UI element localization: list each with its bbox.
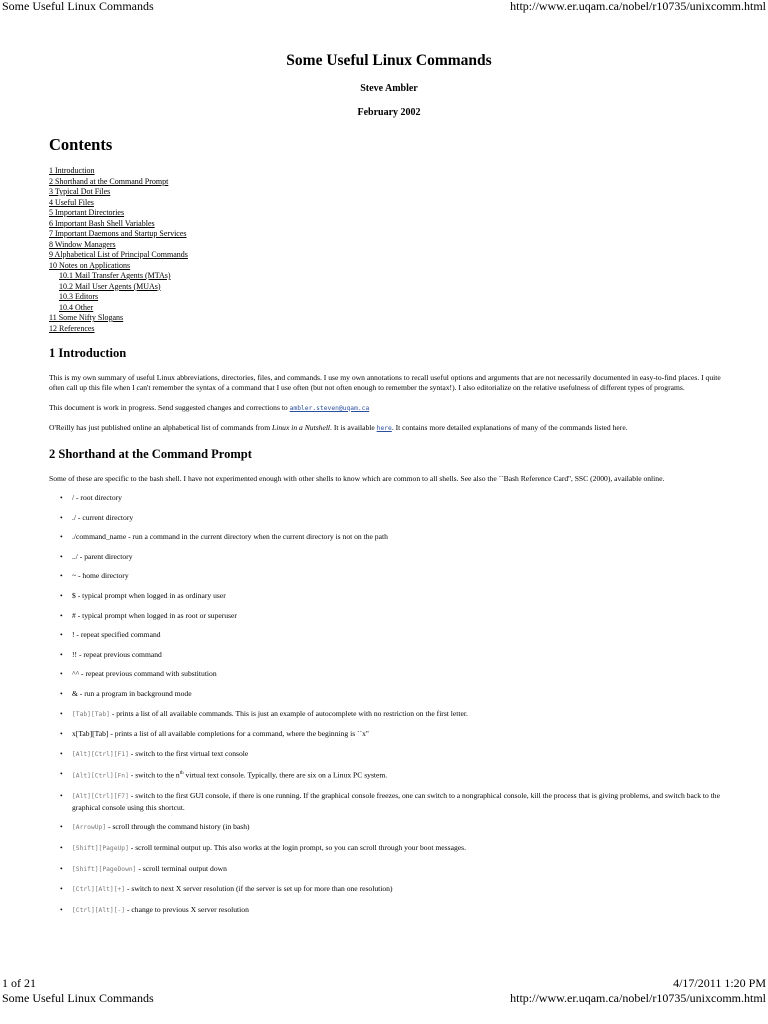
item-text: - switch to the n bbox=[128, 770, 180, 780]
key-combo: [Alt][Ctrl][F1] bbox=[72, 750, 129, 758]
toc-link[interactable]: 2 Shorthand at the Command Prompt bbox=[49, 176, 169, 186]
list-item bbox=[67, 769, 729, 782]
email-link[interactable]: ambler.steven@uqam.ca bbox=[289, 404, 370, 412]
item-text: - switch to the first GUI console, if there is one running. If the graphical console freezes, one can switch to a nongraphical console, kill the process that is giving problems, and switch back to the graphical console using this shortcut. bbox=[72, 791, 720, 812]
item-text: - scroll terminal output down bbox=[136, 863, 227, 873]
list-item bbox=[67, 630, 729, 640]
item-text: x[Tab][Tab] - prints a list of all available completions for a command, where the beginning is ``x'' bbox=[72, 729, 369, 739]
toc-link[interactable]: 12 References bbox=[49, 323, 95, 333]
header-title: Some Useful Linux Commands bbox=[2, 0, 154, 13]
list-item bbox=[67, 532, 729, 542]
key-combo: [Tab][Tab] bbox=[72, 710, 110, 718]
footer-url: http://www.er.uqam.ca/nobel/r10735/unixcomm.html bbox=[510, 991, 766, 1005]
list-item bbox=[67, 689, 729, 699]
toc-link[interactable]: 1 Introduction bbox=[49, 166, 95, 175]
toc-link[interactable]: 8 Window Managers bbox=[49, 239, 116, 249]
item-text: $ - typical prompt when logged in as ordinary user bbox=[72, 591, 226, 600]
shorthand-intro: Some of these are specific to the bash shell. I have not experimented enough with other shells to know which are common to all shells. See also the ``Bash Reference Card'', SSC (2000), available online. bbox=[49, 473, 665, 483]
list-item bbox=[67, 552, 729, 562]
key-combo: [Shift][PageUp] bbox=[72, 845, 129, 853]
item-text: & - run a program in background mode bbox=[72, 688, 192, 698]
toc-link[interactable]: 7 Important Daemons and Startup Services bbox=[49, 229, 187, 238]
header-url: http://www.er.uqam.ca/nobel/r10735/unixcomm.html bbox=[510, 0, 766, 13]
toc-link[interactable]: 10.4 Other bbox=[59, 302, 94, 312]
list-item bbox=[67, 669, 729, 679]
item-text: - scroll through the command history (in bash) bbox=[106, 822, 250, 832]
list-item bbox=[67, 611, 729, 621]
document-title: Some Useful Linux Commands bbox=[286, 52, 492, 69]
item-text: ../ - parent directory bbox=[72, 551, 133, 561]
item-text-continued: virtual text console. Typically, there are six on a Linux PC system. bbox=[183, 770, 388, 780]
toc-link[interactable]: 6 Important Bash Shell Variables bbox=[49, 218, 155, 228]
list-item bbox=[67, 822, 729, 833]
item-text: !! - repeat previous command bbox=[72, 649, 162, 659]
list-item bbox=[67, 791, 729, 813]
document-author: Steve Ambler bbox=[360, 83, 418, 94]
section-heading-shorthand: 2 Shorthand at the Command Prompt bbox=[49, 446, 252, 461]
item-text: - switch to the first virtual text console bbox=[128, 748, 249, 758]
shorthand-list bbox=[49, 493, 729, 916]
section-heading-introduction: 1 Introduction bbox=[49, 346, 127, 360]
table-of-contents bbox=[49, 166, 729, 334]
item-text: ./ - current directory bbox=[72, 512, 134, 522]
contact-text: This document is work in progress. Send suggested changes and corrections to bbox=[49, 402, 290, 412]
item-text: # - typical prompt when logged in as root or superuser bbox=[72, 610, 237, 620]
key-combo: [Alt][Ctrl][Fn] bbox=[72, 772, 129, 780]
key-combo: [Alt][Ctrl][F7] bbox=[72, 793, 129, 801]
list-item bbox=[67, 650, 729, 660]
list-item bbox=[67, 493, 729, 503]
book-title: Linux in a Nutshell bbox=[272, 423, 331, 433]
toc-link[interactable]: 10 Notes on Applications bbox=[49, 260, 131, 270]
here-link[interactable]: here bbox=[376, 425, 392, 433]
document-page bbox=[49, 52, 729, 925]
toc-link[interactable]: 4 Useful Files bbox=[49, 197, 94, 207]
list-item bbox=[67, 843, 729, 854]
item-text: ^^ - repeat previous command with substitution bbox=[72, 669, 217, 679]
list-item bbox=[67, 591, 729, 601]
list-item bbox=[67, 884, 729, 895]
oreilly-text-end: . It contains more detailed explanations of many of the commands listed here. bbox=[391, 423, 628, 433]
intro-paragraph-contact bbox=[49, 403, 729, 414]
footer-title: Some Useful Linux Commands bbox=[2, 991, 154, 1005]
list-item bbox=[67, 905, 729, 916]
intro-paragraph-oreilly bbox=[49, 423, 729, 434]
item-text: / - root directory bbox=[72, 493, 122, 503]
intro-paragraph: This is my own summary of useful Linux abbreviations, directories, files, and commands. I use my own annotations to recall useful options and arguments that are not necessarily documented in easy-to-find places. I quite often call up this file when I can't remember the syntax of a command that I use often (but not often enough to remember the syntax!). I also editorialize on the relative usefulness of different types of programs. bbox=[49, 373, 721, 393]
toc-link[interactable]: 5 Important Directories bbox=[49, 208, 125, 217]
item-text: - prints a list of all available commands. This is just an example of autocomplete with no restriction on the first letter. bbox=[109, 708, 468, 718]
list-item bbox=[67, 729, 729, 739]
list-item bbox=[67, 571, 729, 581]
page-count: 1 of 21 bbox=[2, 976, 36, 990]
toc-link[interactable]: 10.2 Mail User Agents (MUAs) bbox=[59, 281, 161, 291]
toc-link[interactable]: 11 Some Nifty Slogans bbox=[49, 313, 124, 322]
superscript: th bbox=[179, 771, 184, 777]
key-combo: [Shift][PageDown] bbox=[72, 865, 137, 873]
list-item bbox=[67, 709, 729, 720]
key-combo: [ArrowUp] bbox=[72, 824, 107, 832]
item-text: ~ - home directory bbox=[72, 571, 129, 581]
oreilly-text-mid: . It is available bbox=[330, 423, 377, 433]
toc-link[interactable]: 9 Alphabetical List of Principal Commands bbox=[49, 250, 188, 259]
oreilly-text-start: O'Reilly has just published online an alphabetical list of commands from bbox=[49, 423, 273, 433]
key-combo: [Ctrl][Alt][-] bbox=[72, 906, 126, 914]
contents-heading: Contents bbox=[49, 135, 113, 154]
toc-link[interactable]: 10.1 Mail Transfer Agents (MTAs) bbox=[59, 271, 171, 280]
item-text: - scroll terminal output up. This also works at the login prompt, so you can scroll through your boot messages. bbox=[128, 843, 466, 853]
item-text: - switch to next X server resolution (if the server is set up for more than one resolution) bbox=[125, 884, 393, 894]
document-date: February 2002 bbox=[357, 107, 421, 118]
item-text: ./command_name - run a command in the current directory when the current directory is not on the path bbox=[72, 532, 388, 542]
key-combo: [Ctrl][Alt][+] bbox=[72, 886, 126, 894]
item-text: ! - repeat specified command bbox=[72, 630, 161, 640]
toc-link[interactable]: 3 Typical Dot Files bbox=[49, 187, 111, 196]
print-datetime: 4/17/2011 1:20 PM bbox=[673, 976, 766, 990]
list-item bbox=[67, 749, 729, 760]
toc-link[interactable]: 10.3 Editors bbox=[59, 292, 99, 301]
item-text: - change to previous X server resolution bbox=[125, 904, 249, 914]
list-item bbox=[67, 864, 729, 875]
list-item bbox=[67, 513, 729, 523]
